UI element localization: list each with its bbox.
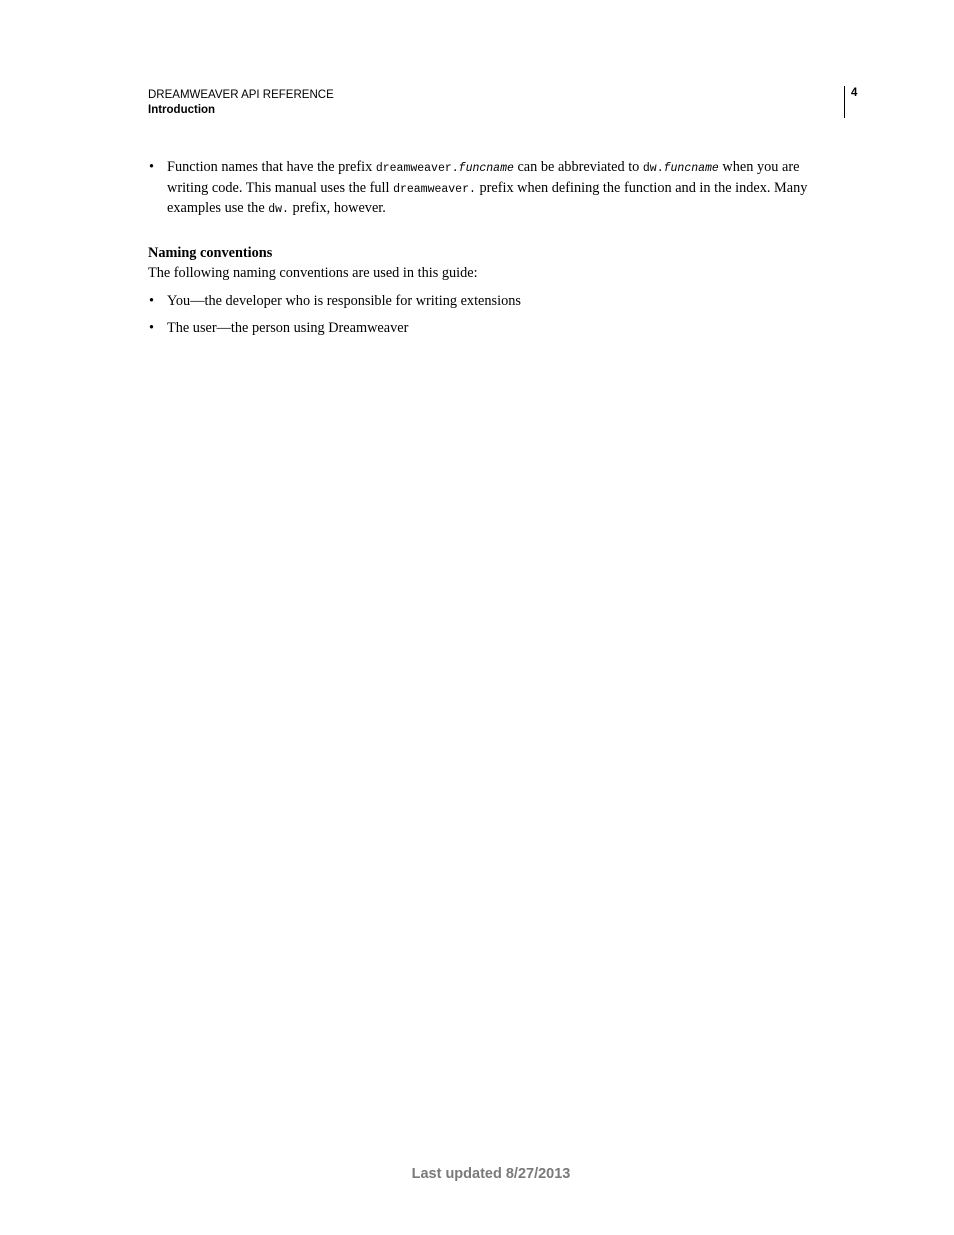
intro-bullet-list — [148, 158, 838, 220]
running-header — [148, 88, 334, 118]
paragraph: The following naming conventions are used in this guide: — [148, 265, 478, 281]
list-item — [148, 292, 838, 312]
header-divider — [844, 86, 845, 118]
text-run: can be abbreviated to — [513, 159, 643, 175]
list-item-text: The user—the person using Dreamweaver — [167, 320, 409, 336]
list-item — [148, 319, 838, 339]
code-italic-run: funcname — [458, 162, 514, 175]
page-content — [148, 158, 838, 347]
page-number: 4 — [851, 87, 858, 99]
text-run: when you are writing code. This manual uses the full — [167, 159, 800, 196]
text-run: prefix, however. — [288, 200, 386, 216]
naming-bullet-list — [148, 292, 838, 339]
code-italic-run: funcname — [663, 162, 719, 175]
list-item — [148, 158, 838, 220]
bullet-icon: • — [149, 159, 155, 175]
bullet-icon: • — [149, 320, 155, 336]
footer-last-updated: Last updated 8/27/2013 — [411, 1166, 571, 1182]
section-heading: Naming conventions — [148, 244, 273, 261]
code-run: dw. — [642, 162, 664, 175]
text-run: prefix when defining the function and in the index. Many examples use the — [167, 179, 808, 216]
list-item-text: You—the developer who is responsible for writing extensions — [167, 292, 521, 309]
document-title: DREAMWEAVER API REFERENCE — [148, 89, 334, 101]
code-run: dreamweaver. — [375, 162, 459, 175]
bullet-icon: • — [149, 292, 155, 309]
text-run: Function names that have the prefix — [167, 159, 376, 175]
code-run: dw. — [268, 203, 289, 216]
code-run: dreamweaver. — [393, 182, 476, 196]
section-title: Introduction — [148, 104, 216, 116]
